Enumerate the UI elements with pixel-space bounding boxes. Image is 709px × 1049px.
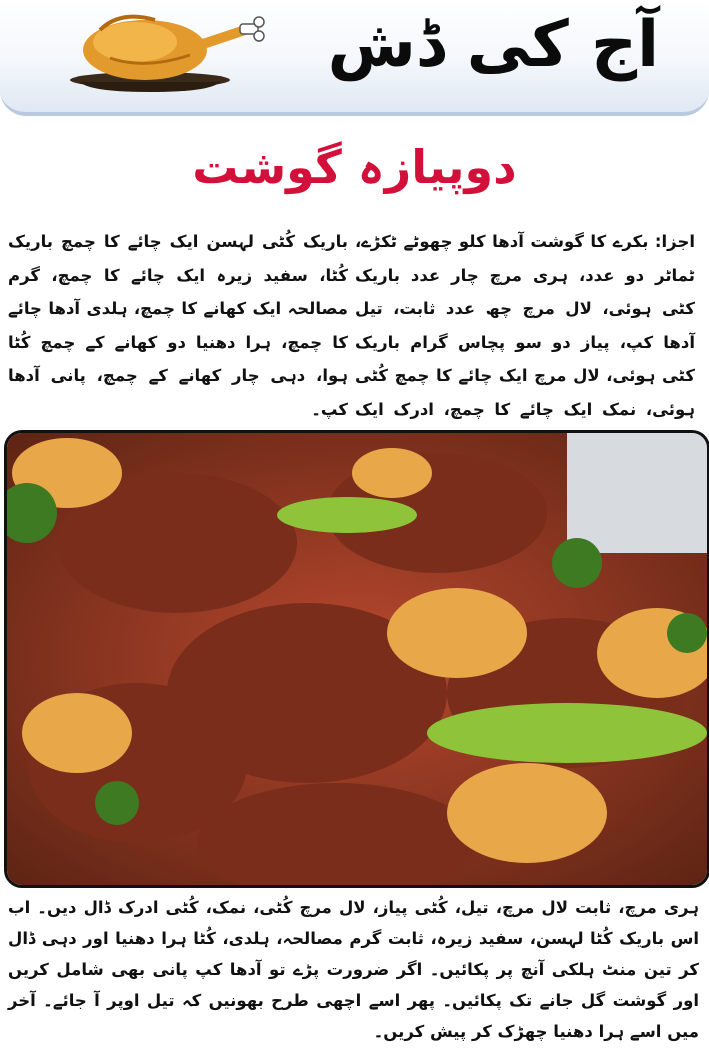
page-title: آج کی ڈش [327,8,659,82]
roast-chicken-icon [60,0,270,100]
ingredients-text-left: باریک کُٹی لہسن ایک چائے کا چمچ باریک کُٹا، سفید زیرہ ایک چائے کا چمچ، گرم مصالحہ ایک کھانے کا چمچ، ہلدی آدھا چائے کا چمچ، ہرا دھنیا دو کھانے کے چمچ کُٹا ہوا، دہی چار کھانے کے چمچ، پانی آدھا کپ۔ [8,232,348,419]
method-text: ہری مرچ، ثابت لال مرچ، تیل، کُٹی پیاز، لال مرچ کُٹی، نمک، کُٹی ادرک ڈال دیں۔ اب اس باریک کُٹا لہسن، سفید زیرہ، ثابت گرم مصالحہ، ہلدی، کُٹا ہرا دھنیا اور دہی ڈال کر تین منٹ ہلکی آنچ پر پکائیں۔ اگر ضرورت پڑے تو آدھا کپ پانی بھی شامل کریں اور گوشت گل جانے تک پکائیں۔ پھر اسے اچھی طرح بھونیں کہ تیل اوپر آ جائے۔ آخر میں اسے ہرا دھنیا چھڑک کر پیش کریں۔ [8,898,699,1041]
dish-photo-illustration [7,433,707,885]
dish-photo [4,430,709,888]
dish-title: دوپیازہ گوشت [192,140,517,194]
ingredients-label: اجزا: [654,232,695,251]
header-banner [0,0,709,116]
ingredients-column-right [355,225,695,460]
ingredients-text-right: بکرے کا گوشت آدھا کلو چھوٹے ٹکڑے، ٹماٹر دو عدد، ہری مرچ چار عدد باریک کٹی ہوئی، لال مرچ چھ عدد ثابت، تیل آدھا کپ، پیاز دو سو پچاس گرام باریک کٹی ہوئی، لال مرچ ایک چائے کا چمچ کُٹی ہوئی، نمک ایک چائے کا چمچ، ادرک ایک [355,232,695,419]
